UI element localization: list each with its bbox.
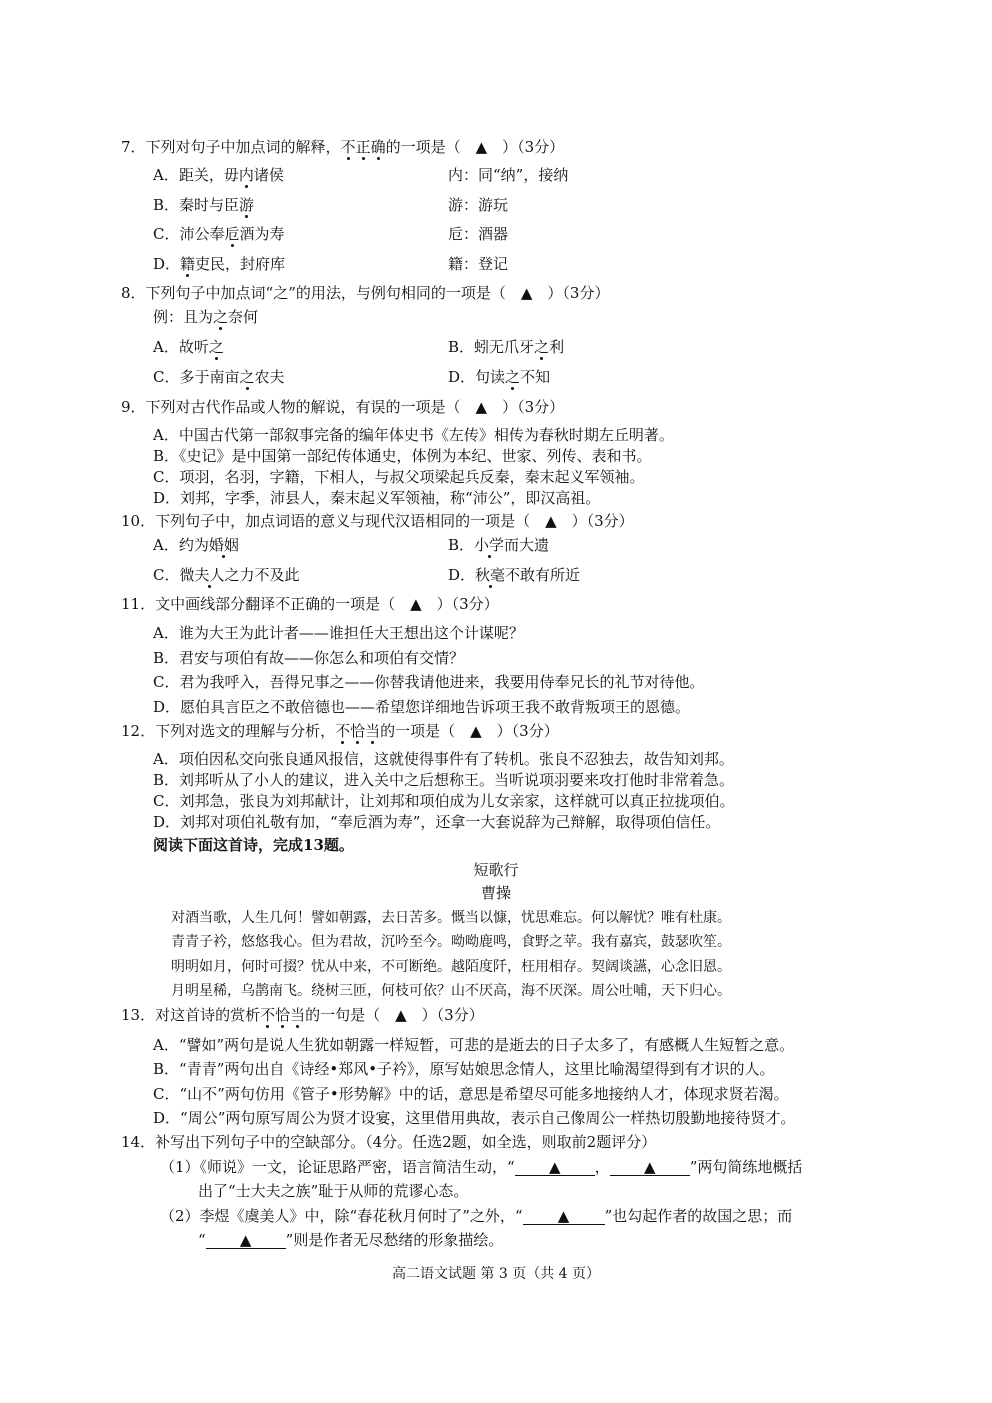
q10-option-b: B．小学而大遗 xyxy=(448,536,550,554)
q9-option-d: D．刘邦，字季，沛县人，秦末起义军领袖，称“沛公”，即汉高祖。 xyxy=(153,489,601,507)
q8-option-a: A．故听之 xyxy=(153,338,224,356)
q12-option-d: D．刘邦对项伯礼敬有加，“奉卮酒为寿”，还拿一大套说辞为己辩解，取得项伯信任。 xyxy=(153,813,721,831)
q9-option-b: B．《史记》是中国第一部纪传体通史，体例为本纪、世家、列传、表和书。 xyxy=(153,447,652,465)
q12-stem: 12．下列对选文的理解与分析，不恰当的一项是（ ▲ ）（3分） xyxy=(121,722,559,740)
q12-option-b: B．刘邦听从了小人的建议，进入关中之后想称王。当听说项羽要来攻打他时非常着急。 xyxy=(153,771,735,789)
q13-option-b: B．“青青”两句出自《诗经•郑风•子衿》，原写姑娘思念情人，这里比喻渴望得到有才识的人。 xyxy=(153,1060,775,1078)
answer-blank[interactable]: ▲ xyxy=(206,1232,286,1249)
answer-blank[interactable]: ▲ xyxy=(515,1159,595,1176)
answer-blank[interactable]: ▲ xyxy=(523,1208,605,1225)
q7-gloss-b: 游：游玩 xyxy=(448,196,509,214)
q13-option-a: A．“譬如”两句是说人生犹如朝露一样短暂，可悲的是逝去的日子太多了，有感概人生短暂之意。 xyxy=(153,1036,795,1054)
q7-stem: 7．下列对句子中加点词的解释，不正确的一项是（ ▲ ）（3分） xyxy=(121,138,565,156)
q14-item-1: （1）《师说》一文，论证思路严密，语言简洁生动，“ ▲ ， ▲ ”两句简练地概括 xyxy=(160,1158,803,1176)
q9-option-c: C．项羽，名羽，字籍，下相人，与叔父项梁起兵反秦，秦末起义军领袖。 xyxy=(153,468,645,486)
poem-line: 月明星稀，乌鹊南飞。绕树三匝，何枝可依？山不厌高，海不厌深。周公吐哺，天下归心。 xyxy=(171,983,731,999)
q7-option-b: B．秦时与臣游 xyxy=(153,196,255,214)
q11-option-b: B．君安与项伯有故——你怎么和项伯有交情？ xyxy=(153,649,465,667)
q13-stem: 13．对这首诗的赏析不恰当的一句是（ ▲ ）（3分） xyxy=(121,1006,484,1024)
q10-option-d: D．秋毫不敢有所近 xyxy=(448,566,581,584)
q11-option-d: D．愿伯具言臣之不敢倍德也——希望您详细地告诉项王我不敢背叛项王的恩德。 xyxy=(153,698,691,716)
q9-stem: 9．下列对古代作品或人物的解说，有误的一项是（ ▲ ）（3分） xyxy=(121,398,565,416)
poem-line: 青青子衿，悠悠我心。但为君故，沉吟至今。呦呦鹿鸣，食野之苹。我有嘉宾，鼓瑟吹笙。 xyxy=(171,934,731,950)
q10-option-c: C．微夫人之力不及此 xyxy=(153,566,300,584)
q14-item-1-cont: 出了“士大夫之族”耻于从师的荒谬心态。 xyxy=(198,1182,469,1200)
q7-option-a: A．距关，毋内诸侯 xyxy=(153,166,284,184)
q11-option-a: A．谁为大王为此计者——谁担任大王想出这个计谋呢？ xyxy=(153,624,524,642)
q8-stem: 8．下列句子中加点词“之”的用法，与例句相同的一项是（ ▲ ）（3分） xyxy=(121,284,610,302)
q9-option-a: A．中国古代第一部叙事完备的编年体史书《左传》相传为春秋时期左丘明著。 xyxy=(153,426,674,444)
q8-option-b: B．蚓无爪牙之利 xyxy=(448,338,565,356)
q10-option-a: A．约为婚姻 xyxy=(153,536,239,554)
q11-option-c: C．君为我呼入，吾得兄事之——你替我请他进来，我要用侍奉兄长的礼节对待他。 xyxy=(153,673,705,691)
poem-title: 短歌行 xyxy=(473,861,519,879)
poem-author: 曹操 xyxy=(480,884,511,902)
q10-stem: 10．下列句子中，加点词语的意义与现代汉语相同的一项是（ ▲ ）（3分） xyxy=(121,512,634,530)
q13-option-c: C．“山不”两句仿用《管子•形势解》中的话，意思是希望尽可能多地接纳人才，体现求贤若渴。 xyxy=(153,1085,789,1103)
poem-line: 明明如月，何时可掇？忧从中来，不可断绝。越陌度阡，枉用相存。契阔谈讌，心念旧恩。 xyxy=(171,959,731,975)
answer-blank[interactable]: ▲ xyxy=(610,1159,690,1176)
q7-option-d: D．籍吏民，封府库 xyxy=(153,255,286,273)
page-footer: 高二语文试题 第 3 页（共 4 页） xyxy=(391,1266,601,1282)
q7-gloss-a: 内：同“纳”，接纳 xyxy=(448,166,569,184)
q12-option-a: A．项伯因私交向张良通风报信，这就使得事件有了转机。张良不忍独去，故告知刘邦。 xyxy=(153,750,734,768)
q12-option-c: C．刘邦急，张良为刘邦献计，让刘邦和项伯成为儿女亲家，这样就可以真正拉拢项伯。 xyxy=(153,792,735,810)
q7-gloss-c: 卮：酒器 xyxy=(448,225,509,243)
q14-stem: 14．补写出下列句子中的空缺部分。（4分。任选2题，如全选，则取前2题评分） xyxy=(121,1133,657,1151)
q8-option-d: D．句读之不知 xyxy=(448,368,551,386)
q8-option-c: C．多于南亩之农夫 xyxy=(153,368,285,386)
q14-item-2: （2）李煜《虞美人》中，除“春花秋月何时了”之外，“ ▲ ”也勾起作者的故国之思；而 xyxy=(160,1207,793,1225)
q8-example: 例：且为之奈何 xyxy=(153,308,259,326)
poem-line: 对酒当歌，人生几何！譬如朝露，去日苦多。慨当以慷，忧思难忘。何以解忧？唯有杜康。 xyxy=(171,910,731,926)
q14-item-2-cont: “ ▲ ”则是作者无尽愁绪的形象描绘。 xyxy=(198,1231,504,1249)
q7-gloss-d: 籍：登记 xyxy=(448,255,509,273)
reading-instruction: 阅读下面这首诗，完成13题。 xyxy=(153,836,354,854)
q11-stem: 11．文中画线部分翻译不正确的一项是（ ▲ ）（3分） xyxy=(121,595,499,613)
q7-option-c: C．沛公奉卮酒为寿 xyxy=(153,225,285,243)
q13-option-d: D．“周公”两句原写周公为贤才设宴，这里借用典故，表示自己像周公一样热切殷勤地接待贤才。 xyxy=(153,1109,796,1127)
